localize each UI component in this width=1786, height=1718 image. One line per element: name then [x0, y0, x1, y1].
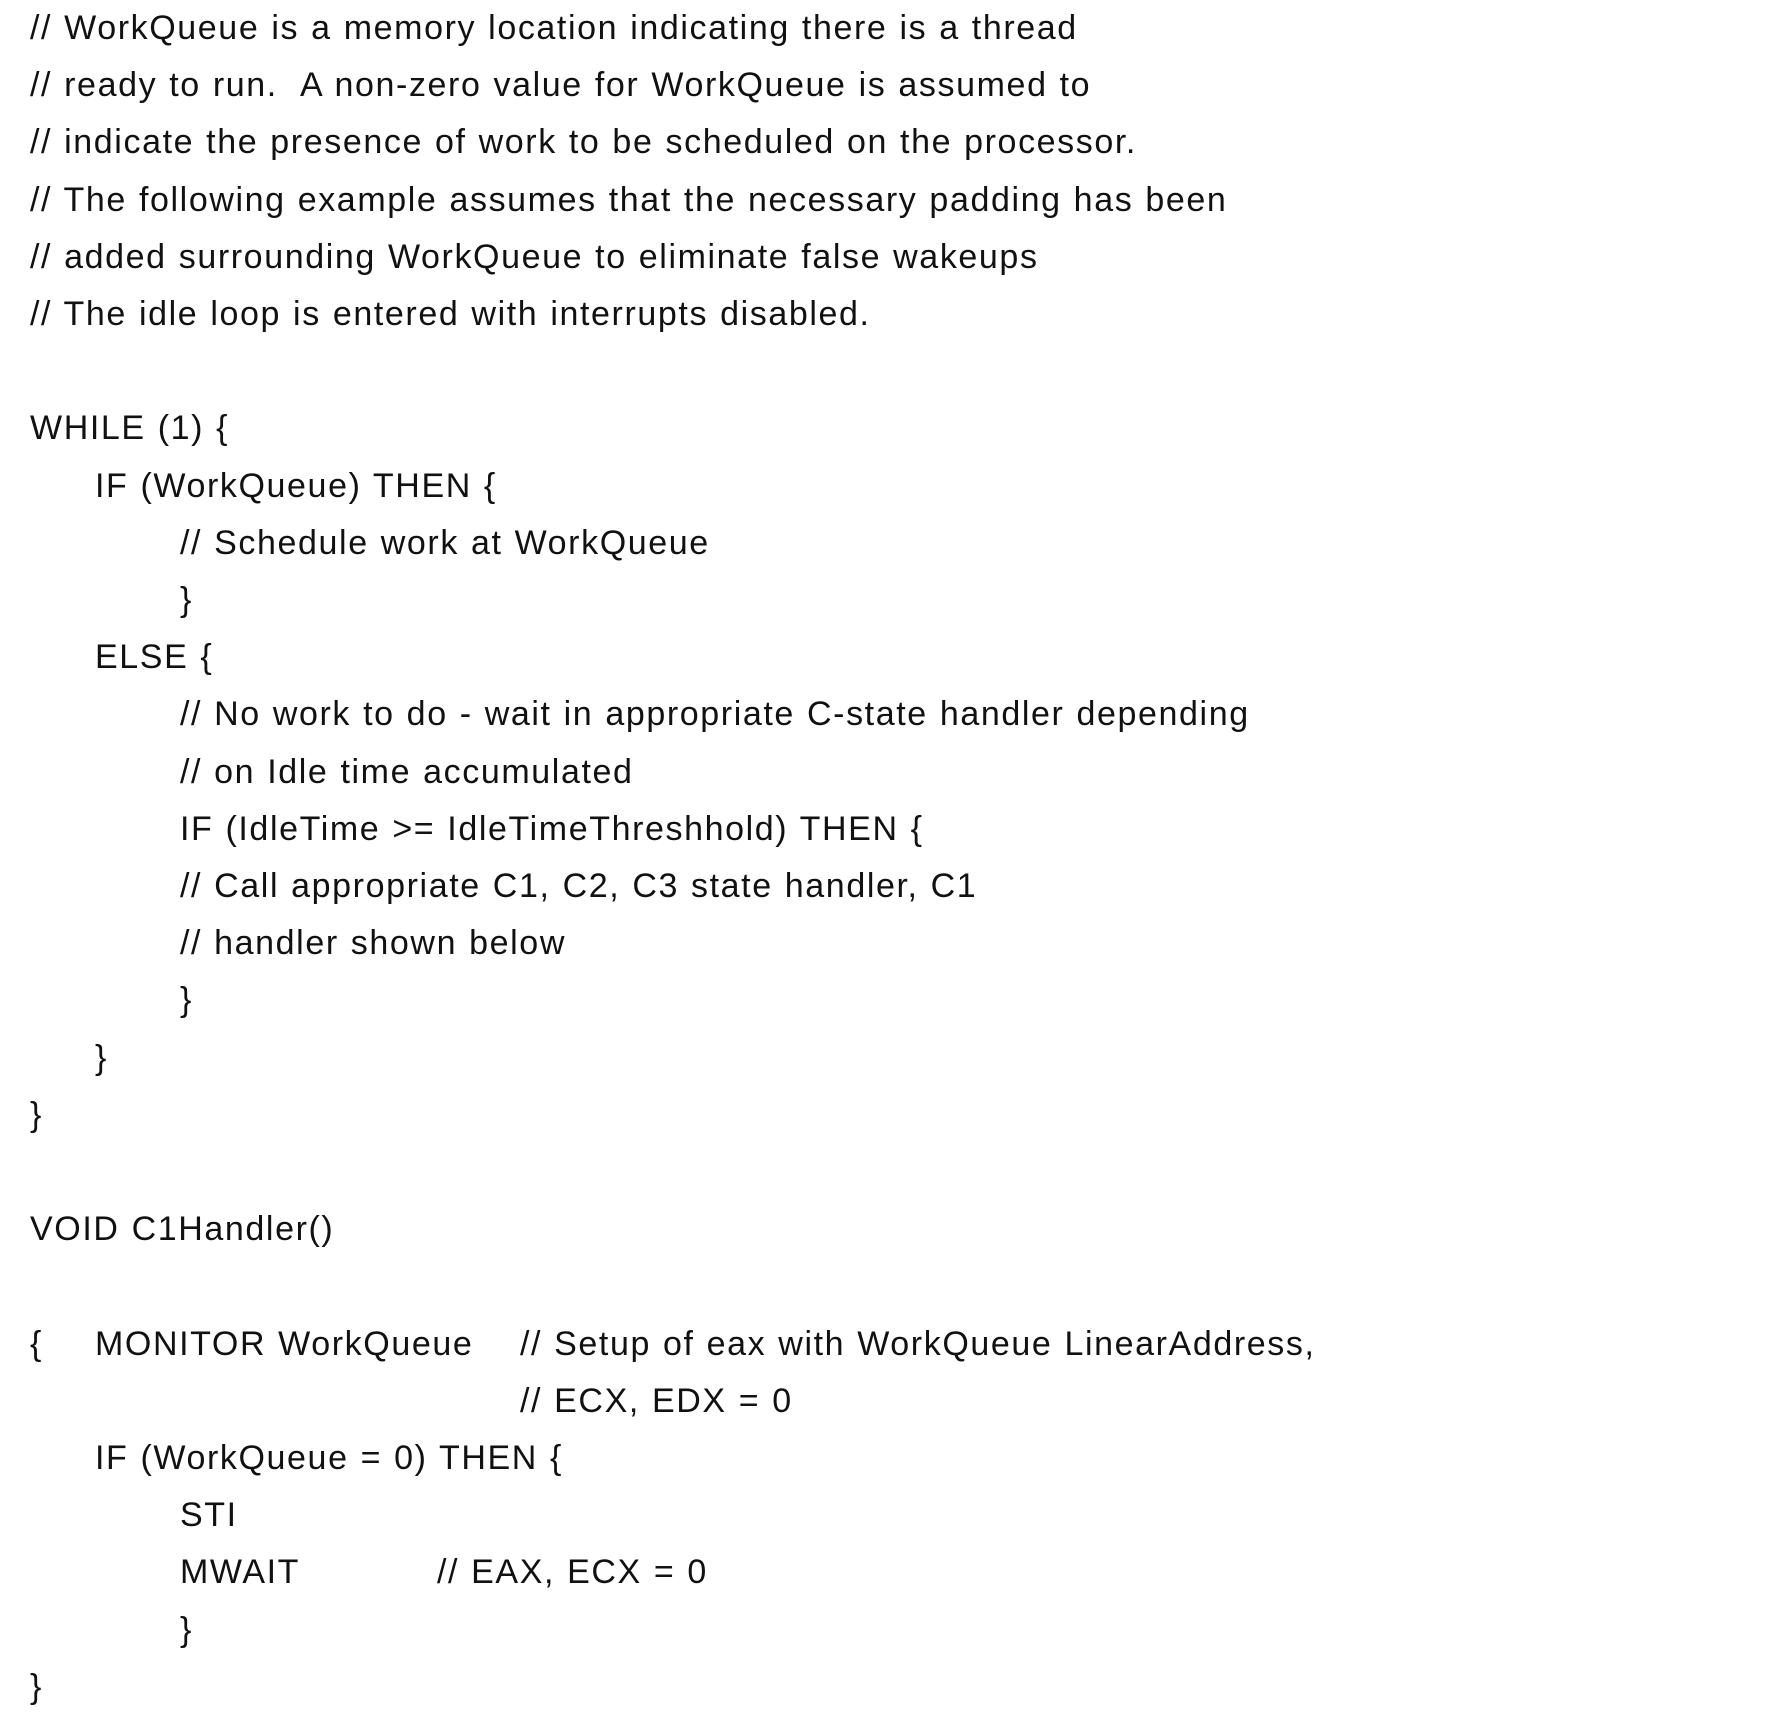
comment-line: // WorkQueue is a memory location indicating there is a thread: [30, 9, 1078, 47]
no-work-comment: // on Idle time accumulated: [180, 753, 634, 791]
while-loop-open: WHILE (1) {: [30, 409, 230, 447]
else-close: }: [95, 1039, 108, 1077]
call-handler-comment: // Call appropriate C1, C2, C3 state handler, C1: [180, 867, 978, 905]
if-idletime-open: IF (IdleTime >= IdleTimeThreshhold) THEN {: [180, 810, 924, 848]
while-loop-close: }: [30, 1096, 43, 1134]
if-workqueue-zero-close: }: [180, 1611, 193, 1649]
c1-handler-signature: VOID C1Handler(): [30, 1210, 335, 1248]
comment-line: // indicate the presence of work to be scheduled on the processor.: [30, 123, 1137, 161]
if-idletime-close: }: [180, 981, 193, 1019]
if-workqueue-open: IF (WorkQueue) THEN {: [95, 467, 497, 505]
comment-line: // The idle loop is entered with interrupts disabled.: [30, 295, 871, 333]
if-workqueue-zero-open: IF (WorkQueue = 0) THEN {: [95, 1439, 563, 1477]
comment-line: // The following example assumes that the necessary padding has been: [30, 181, 1228, 219]
monitor-comment: // ECX, EDX = 0: [520, 1382, 793, 1420]
no-work-comment: // No work to do - wait in appropriate C-state handler depending: [180, 695, 1250, 733]
mwait-instruction: MWAIT: [180, 1553, 301, 1591]
mwait-comment: // EAX, ECX = 0: [437, 1553, 708, 1591]
schedule-comment: // Schedule work at WorkQueue: [180, 524, 710, 562]
sti-instruction: STI: [180, 1496, 238, 1534]
call-handler-comment: // handler shown below: [180, 924, 566, 962]
c1-handler-body-open: {: [30, 1325, 43, 1363]
comment-line: // ready to run. A non-zero value for WorkQueue is assumed to: [30, 66, 1092, 104]
else-open: ELSE {: [95, 638, 214, 676]
comment-line: // added surrounding WorkQueue to eliminate false wakeups: [30, 238, 1039, 276]
c1-handler-body-close: }: [30, 1668, 43, 1706]
monitor-instruction: MONITOR WorkQueue: [95, 1325, 474, 1363]
if-workqueue-close: }: [180, 581, 193, 619]
monitor-comment: // Setup of eax with WorkQueue LinearAddress,: [520, 1325, 1316, 1363]
